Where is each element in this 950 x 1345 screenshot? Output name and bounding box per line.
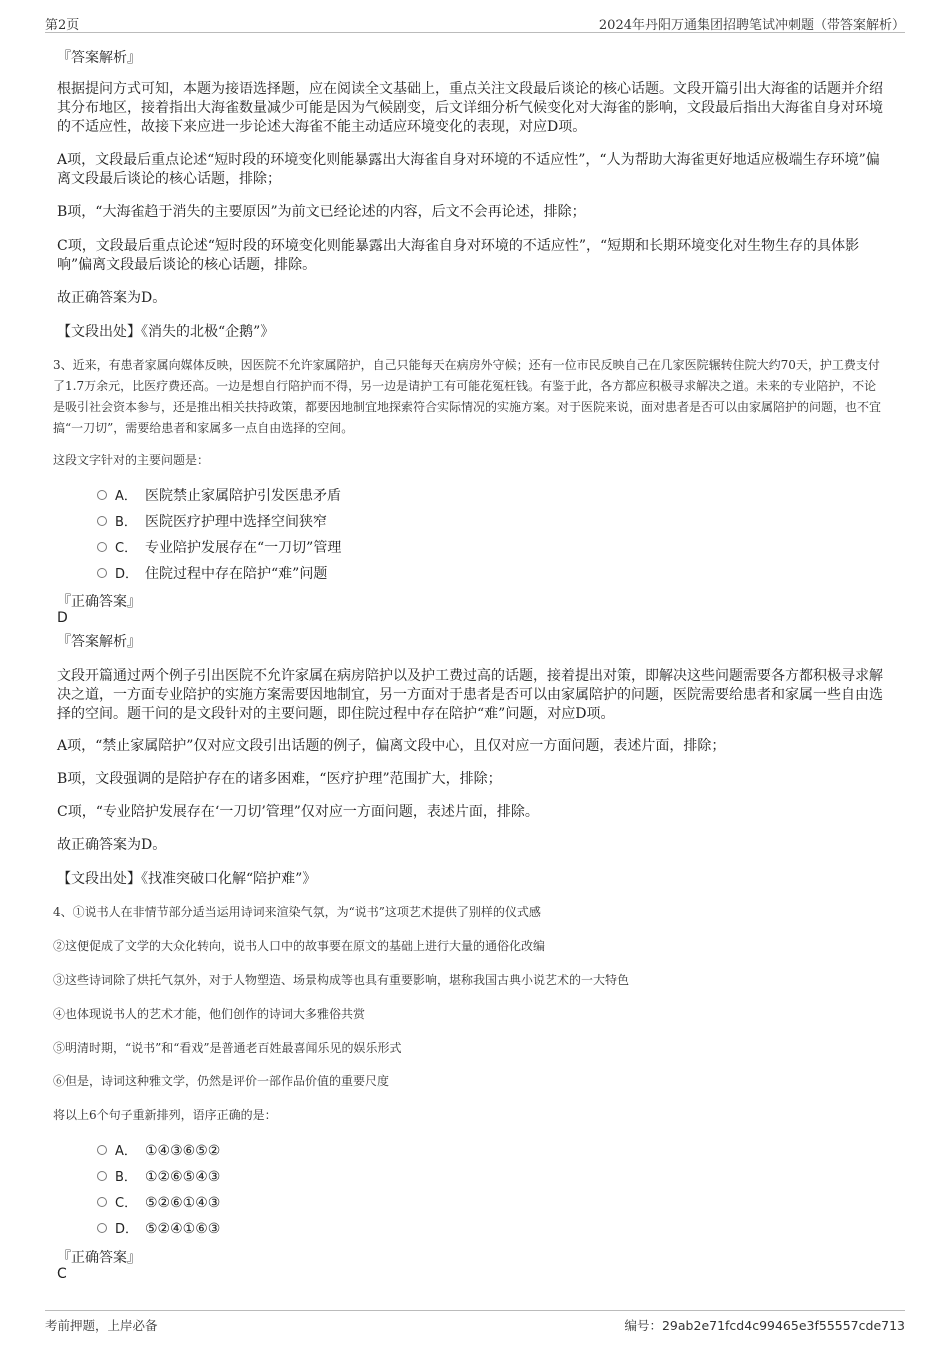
q4-option-b[interactable]: B． ①②⑥⑤④③ xyxy=(97,1167,220,1187)
q3-analysis-main: 文段开篇通过两个例子引出医院不允许家属在病房陪护以及护工费过高的话题，接着提出对策，即解决这些问题需要各方都积极寻求解决之道，一方面专业陪护的实施方案需要因地制宜，另一方面对于患者是否可以由家属陪护的问题，医院需要给患者和家属一些自由选择的空间。题干问的是文段针对的主要问题，即住院过程中存在陪护“难”问题，对应D项。 xyxy=(57,668,883,722)
document-code: 编号：29ab2e71fcd4c99465e3f55557cde713 xyxy=(624,1318,905,1333)
q3-correct-title: 『正确答案』 xyxy=(57,594,141,610)
q2-analysis-main: 根据提问方式可知，本题为接语选择题，应在阅读全文基础上，重点关注文段最后谈论的核心话题。文段开篇引出大海雀的话题并介绍其分布地区，接着指出大海雀数量减少可能是因为气候剧变，后文详细分析气候变化对大海雀的影响，文段最后指出大海雀自身对环境的不适应性，故接下来应进一步论述大海雀不能主动适应环境变化的表现，对应D项。 xyxy=(57,81,883,135)
q4-option-a[interactable]: A． ①④③⑥⑤② xyxy=(97,1141,220,1161)
q4-sentence-5: ⑤明清时期，“说书”和“看戏”是普通老百姓最喜闻乐见的娱乐形式 xyxy=(53,1041,402,1055)
q4-sentence-2: ②这便促成了文学的大众化转向，说书人口中的故事要在原文的基础上进行大量的通俗化改编 xyxy=(53,939,546,953)
q3-conclusion: 故正确答案为D。 xyxy=(57,837,167,853)
q4-sentence-4: ④也体现说书人的艺术才能，他们创作的诗词大多雅俗共赏 xyxy=(53,1007,366,1021)
q4-correct-title: 『正确答案』 xyxy=(57,1250,141,1266)
page-footer xyxy=(45,1310,905,1335)
q4-option-d[interactable]: D． ⑤②④①⑥③ xyxy=(97,1219,220,1239)
q3-option-b[interactable]: B． 医院医疗护理中选择空间狭窄 xyxy=(97,512,327,532)
q3-correct-answer: D xyxy=(57,610,68,626)
radio-icon[interactable] xyxy=(97,1223,107,1233)
q3-analysis-b: B项，文段强调的是陪护存在的诸多困难，“医疗护理”范围扩大，排除； xyxy=(57,771,502,787)
q3-analysis-title: 『答案解析』 xyxy=(57,634,141,650)
radio-icon[interactable] xyxy=(97,568,107,578)
radio-icon[interactable] xyxy=(97,1145,107,1155)
q4-option-c[interactable]: C． ⑤②⑥①④③ xyxy=(97,1193,220,1213)
q2-analysis-title: 『答案解析』 xyxy=(57,50,141,66)
page-number: 第2页 xyxy=(45,18,80,33)
radio-icon[interactable] xyxy=(97,1197,107,1207)
page-header xyxy=(45,12,905,33)
q2-analysis-a: A项，文段最后重点论述“短时段的环境变化则能暴露出大海雀自身对环境的不适应性”，“人为帮助大海雀更好地适应极端生存环境”偏离文段最后谈论的核心话题，排除； xyxy=(57,152,880,187)
q3-analysis-c: C项，“专业陪护发展存在‘一刀切’管理”仅对应一方面问题，表述片面，排除。 xyxy=(57,804,539,820)
q3-option-d[interactable]: D． 住院过程中存在陪护“难”问题 xyxy=(97,564,327,584)
document-title: 2024年丹阳万通集团招聘笔试冲刺题（带答案解析） xyxy=(598,18,905,33)
q3-option-a[interactable]: A． 医院禁止家属陪护引发医患矛盾 xyxy=(97,486,341,506)
q2-source: 【文段出处】《消失的北极“企鹅”》 xyxy=(57,324,275,340)
radio-icon[interactable] xyxy=(97,1171,107,1181)
q4-sentence-3: ③这些诗词除了烘托气氛外，对于人物塑造、场景构成等也具有重要影响，堪称我国古典小说艺术的一大特色 xyxy=(53,973,630,987)
radio-icon[interactable] xyxy=(97,516,107,526)
q4-correct-answer: C xyxy=(57,1266,67,1282)
q3-question: 这段文字针对的主要问题是： xyxy=(53,453,210,467)
q2-analysis-c: C项，文段最后重点论述“短时段的环境变化则能暴露出大海雀自身对环境的不适应性”，“短期和长期环境变化对生物生存的具体影响”偏离文段最后谈论的核心话题，排除。 xyxy=(57,238,860,273)
q3-source: 【文段出处】《找准突破口化解“陪护难”》 xyxy=(57,871,317,887)
q3-option-c[interactable]: C． 专业陪护发展存在“一刀切”管理 xyxy=(97,538,341,558)
q3-analysis-a: A项，“禁止家属陪护”仅对应文段引出话题的例子，偏离文段中心，且仅对应一方面问题，表述片面，排除； xyxy=(57,738,726,754)
q4-question: 将以上6个句子重新排列，语序正确的是： xyxy=(53,1108,277,1122)
q2-conclusion: 故正确答案为D。 xyxy=(57,290,167,306)
q4-sentence-6: ⑥但是，诗词这种雅文学，仍然是评价一部作品价值的重要尺度 xyxy=(53,1074,390,1088)
q3-stem: 3、近来，有患者家属向媒体反映，因医院不允许家属陪护，自己只能每天在病房外守候；还有一位市民反映自己在几家医院辗转住院大约70天，护工费支付了1.7万余元，比医疗费还高。一边是想自行陪护而不得，另一边是请护工有可能花冤枉钱。有鉴于此，各方都应积极寻求解决之道。未来的专业陪护，不论是吸引社会资本参与，还是推出相关扶持政策，都要因地制宜地探索符合实际情况的实施方案。对于医院来说，面对患者是否可以由家属陪护的问题，也不宜搞“一刀切”，需要给患者和家属多一点自由选择的空间。 xyxy=(53,358,882,435)
radio-icon[interactable] xyxy=(97,490,107,500)
q2-analysis-b: B项，“大海雀趋于消失的主要原因”为前文已经论述的内容，后文不会再论述，排除； xyxy=(57,204,586,220)
q4-stem: 4、①说书人在非情节部分适当运用诗词来渲染气氛，为“说书”这项艺术提供了别样的仪式感 xyxy=(53,905,541,919)
footer-slogan: 考前押题，上岸必备 xyxy=(45,1318,158,1333)
radio-icon[interactable] xyxy=(97,542,107,552)
